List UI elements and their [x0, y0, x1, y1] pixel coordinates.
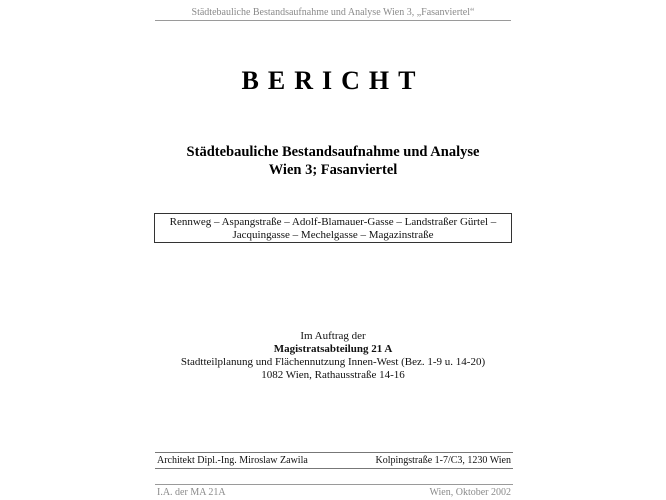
- running-header: Städtebauliche Bestandsaufnahme und Analyse Wien 3, „Fasanviertel“: [155, 7, 511, 21]
- subtitle-line-2: Wien 3; Fasanviertel: [268, 162, 398, 178]
- footer-left: I.A. der MA 21A: [157, 487, 226, 498]
- commission-block: [0, 330, 666, 382]
- report-subtitle: [0, 143, 666, 179]
- page-footer: [155, 484, 513, 499]
- subtitle-line-1: Städtebauliche Bestandsaufnahme und Analyse: [186, 144, 480, 160]
- commission-department: Magistratsabteilung 21 A: [273, 343, 393, 355]
- streets-line-2: Jacquingasse – Mechelgasse – Magazinstraße: [232, 229, 434, 241]
- page-title: BERICHT: [241, 66, 425, 95]
- author-row: [155, 452, 513, 469]
- footer-date: Wien, Oktober 2002: [429, 487, 511, 498]
- streets-line-1: Rennweg – Aspangstraße – Adolf-Blamauer-Gasse – Landstraßer Gürtel –: [169, 216, 497, 228]
- commission-address: 1082 Wien, Rathausstraße 14-16: [261, 369, 405, 381]
- author-name: Architekt Dipl.-Ing. Miroslaw Zawila: [157, 455, 308, 466]
- commission-intro: Im Auftrag der: [300, 330, 366, 342]
- boundary-streets-box: [154, 213, 512, 243]
- author-address: Kolpingstraße 1-7/C3, 1230 Wien: [375, 455, 511, 466]
- commission-division: Stadtteilplanung und Flächennutzung Innen-West (Bez. 1-9 u. 14-20): [180, 356, 486, 368]
